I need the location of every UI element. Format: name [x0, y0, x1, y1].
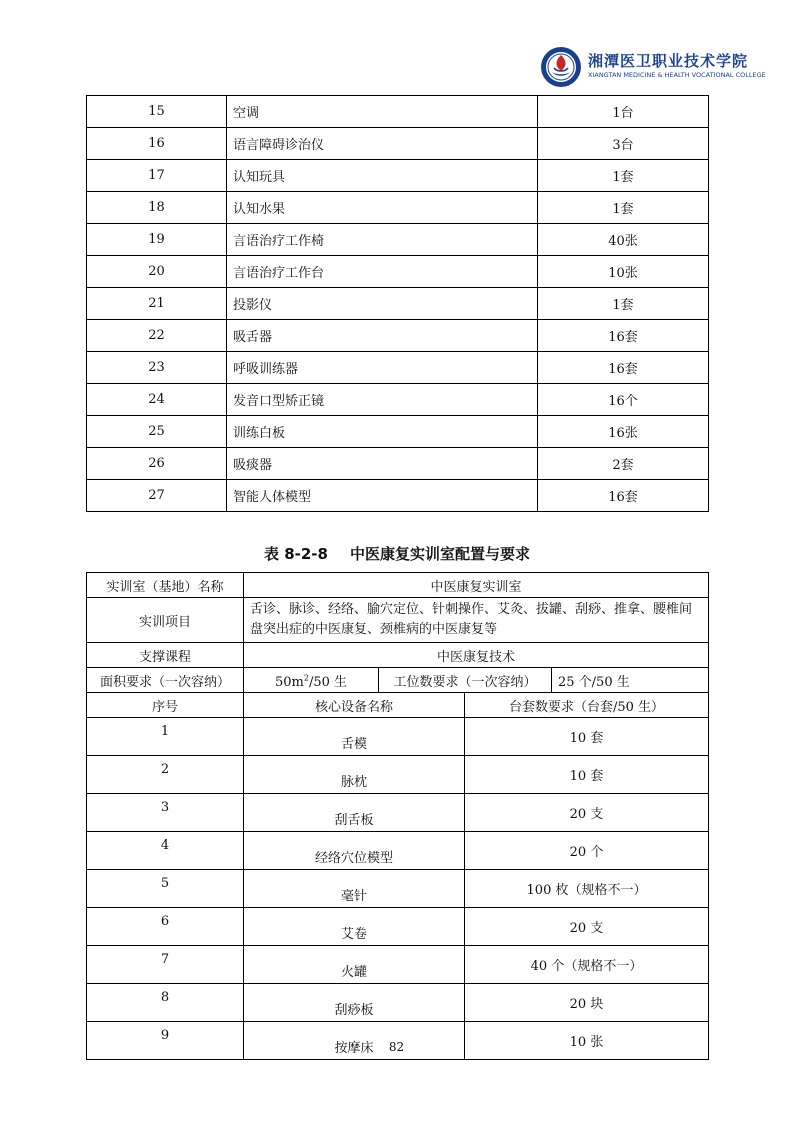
table-row: [87, 908, 709, 946]
equipment-name: 火罐: [244, 946, 465, 984]
table-row: [87, 756, 709, 794]
equipment-name: 舌模: [244, 718, 465, 756]
row-number: 1: [87, 718, 244, 756]
row-number: 6: [87, 908, 244, 946]
project-value: 舌诊、脉诊、经络、腧穴定位、针刺操作、艾灸、拔罐、刮痧、推拿、腰椎间盘突出症的中医康复、颈椎病的中医康复等: [244, 598, 709, 643]
equipment-quantity: 20 支: [465, 794, 709, 832]
school-name-cn: 湘潭医卫职业技术学院: [588, 52, 749, 70]
table-row: [87, 288, 709, 320]
equipment-quantity: 10 套: [465, 756, 709, 794]
station-label: 工位数要求（一次容纳）: [379, 668, 552, 693]
course-label: 支撑课程: [87, 643, 244, 668]
col-header-no: 序号: [87, 693, 244, 718]
area-value-num: 50m: [274, 674, 304, 690]
equipment-quantity: 1台: [538, 96, 709, 128]
page-number: 82: [388, 1040, 405, 1054]
row-number: 8: [87, 984, 244, 1022]
area-value-sup: 2: [303, 673, 309, 683]
equipment-quantity: 3台: [538, 128, 709, 160]
table-row: [87, 128, 709, 160]
equipment-quantity: 16套: [538, 352, 709, 384]
row-number: 19: [87, 224, 227, 256]
col-header-name: 核心设备名称: [244, 693, 465, 718]
table-row: [87, 718, 709, 756]
row-number: 2: [87, 756, 244, 794]
row-number: 16: [87, 128, 227, 160]
table-row: [87, 946, 709, 984]
equipment-name: 语言障碍诊治仪: [227, 128, 538, 160]
table-row: [87, 416, 709, 448]
equipment-name: 刮痧板: [244, 984, 465, 1022]
equipment-name: 认知水果: [227, 192, 538, 224]
equipment-quantity: 10 套: [465, 718, 709, 756]
equipment-quantity: 10张: [538, 256, 709, 288]
equipment-name: 呼吸训练器: [227, 352, 538, 384]
station-value: 25 个/50 生: [552, 668, 709, 693]
area-value: [244, 668, 379, 693]
row-number: 18: [87, 192, 227, 224]
table-row: [87, 448, 709, 480]
row-number: 22: [87, 320, 227, 352]
equipment-quantity: 16套: [538, 480, 709, 512]
equipment-name: 脉枕: [244, 756, 465, 794]
school-name-en: XIANGTAN MEDICINE & HEALTH VOCATIONAL COLLEGE: [588, 71, 766, 79]
tcm-rehab-lab-table: [86, 572, 709, 1060]
row-number: 3: [87, 794, 244, 832]
room-name-value: 中医康复实训室: [244, 573, 709, 598]
table-title: 中医康复实训室配置与要求: [349, 545, 530, 563]
equipment-name: 智能人体模型: [227, 480, 538, 512]
row-number: 21: [87, 288, 227, 320]
table-row: [87, 384, 709, 416]
equipment-quantity: 1套: [538, 288, 709, 320]
table-row: [87, 794, 709, 832]
table-row: [87, 832, 709, 870]
row-number: 15: [87, 96, 227, 128]
row-number: 26: [87, 448, 227, 480]
equipment-name: 按摩床: [244, 1022, 465, 1060]
equipment-name: 艾卷: [244, 908, 465, 946]
equipment-name: 吸舌器: [227, 320, 538, 352]
equipment-name: 空调: [227, 96, 538, 128]
equipment-name: 训练白板: [227, 416, 538, 448]
table-row: [87, 256, 709, 288]
table-row: [87, 224, 709, 256]
equipment-name: 认知玩具: [227, 160, 538, 192]
room-name-label: 实训室（基地）名称: [87, 573, 244, 598]
table-row: [87, 870, 709, 908]
equipment-quantity: 2套: [538, 448, 709, 480]
row-number: 23: [87, 352, 227, 384]
course-value: 中医康复技术: [244, 643, 709, 668]
equipment-name: 经络穴位模型: [244, 832, 465, 870]
table-row: [87, 352, 709, 384]
table-row: [87, 160, 709, 192]
equipment-table-continued: [86, 95, 709, 512]
equipment-quantity: 1套: [538, 160, 709, 192]
equipment-name: 投影仪: [227, 288, 538, 320]
equipment-name: 毫针: [244, 870, 465, 908]
table-row: [87, 480, 709, 512]
table-row: [87, 984, 709, 1022]
row-number: 17: [87, 160, 227, 192]
row-number: 4: [87, 832, 244, 870]
equipment-name: 言语治疗工作台: [227, 256, 538, 288]
table-row: [87, 192, 709, 224]
table-number: 表 8-2-8: [263, 545, 328, 563]
equipment-quantity: 20 支: [465, 908, 709, 946]
col-header-qty: 台套数要求（台套/50 生）: [465, 693, 709, 718]
equipment-quantity: 16套: [538, 320, 709, 352]
equipment-name: 刮舌板: [244, 794, 465, 832]
school-emblem-icon: [540, 46, 582, 88]
equipment-name: 发音口型矫正镜: [227, 384, 538, 416]
equipment-quantity: 20 块: [465, 984, 709, 1022]
row-number: 27: [87, 480, 227, 512]
area-label: 面积要求（一次容纳）: [87, 668, 244, 693]
row-number: 5: [87, 870, 244, 908]
area-value-rest: /50 生: [308, 674, 348, 690]
table-row: [87, 320, 709, 352]
equipment-quantity: 1套: [538, 192, 709, 224]
school-logo: [540, 44, 780, 90]
table-row: [87, 96, 709, 128]
equipment-quantity: 40张: [538, 224, 709, 256]
row-number: 7: [87, 946, 244, 984]
project-label: 实训项目: [87, 598, 244, 643]
table-caption: [86, 543, 708, 564]
row-number: 24: [87, 384, 227, 416]
equipment-quantity: 100 枚（规格不一）: [465, 870, 709, 908]
equipment-quantity: 40 个（规格不一）: [465, 946, 709, 984]
row-number: 9: [87, 1022, 244, 1060]
equipment-name: 吸痰器: [227, 448, 538, 480]
row-number: 25: [87, 416, 227, 448]
equipment-quantity: 10 张: [465, 1022, 709, 1060]
row-number: 20: [87, 256, 227, 288]
equipment-quantity: 20 个: [465, 832, 709, 870]
equipment-quantity: 16张: [538, 416, 709, 448]
equipment-quantity: 16个: [538, 384, 709, 416]
equipment-name: 言语治疗工作椅: [227, 224, 538, 256]
